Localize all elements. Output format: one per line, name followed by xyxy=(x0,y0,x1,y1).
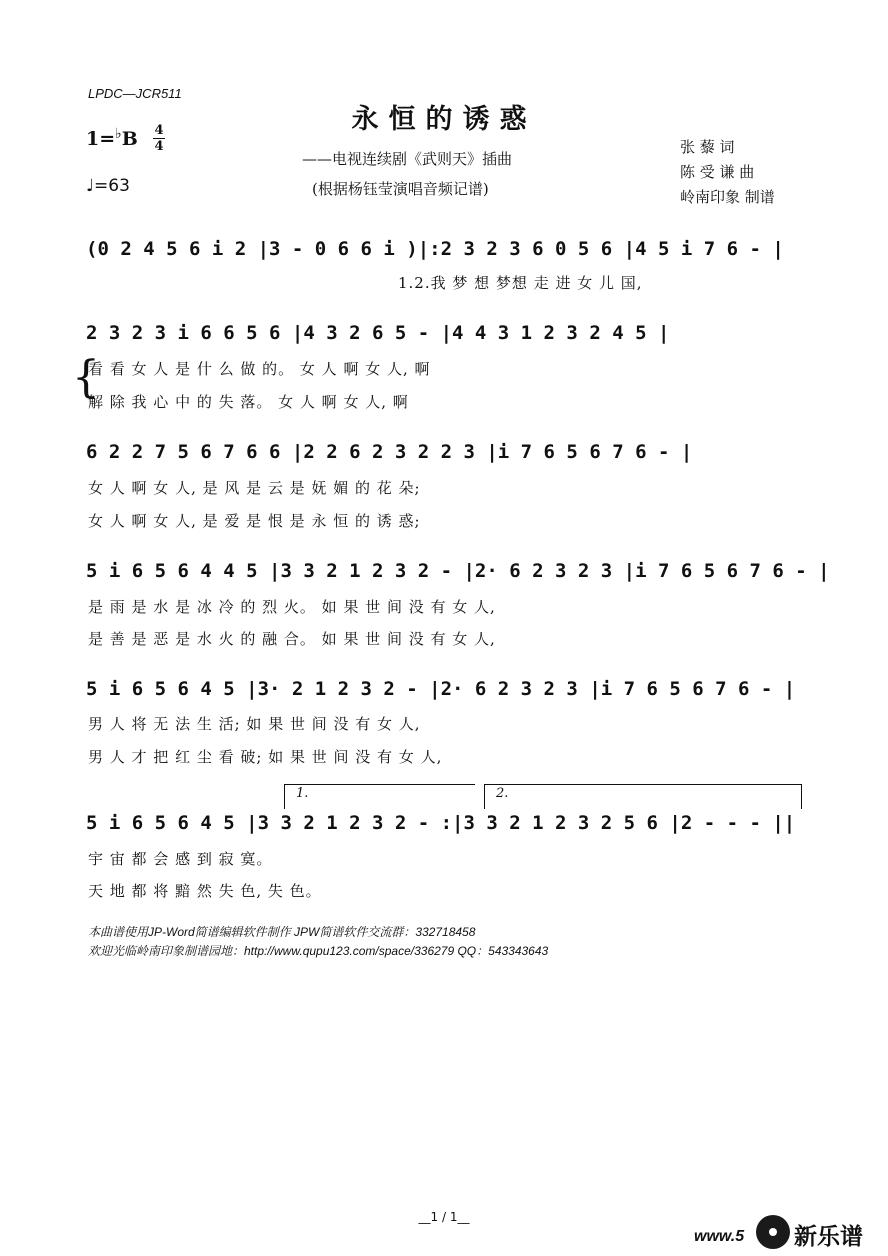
lyrics-row-4-verse-1: 是 雨 是 水 是 冰 冷 的 烈 火。 如 果 世 间 没 有 女 人, xyxy=(88,598,496,616)
notes-row-2: 2 3 2 3 i 6 6 5 6 |4 3 2 6 5 - |4 4 3 1 2 3 2 4 5 | xyxy=(86,322,670,344)
key-note: B xyxy=(121,128,138,150)
volta-label-2: 2. xyxy=(496,786,509,801)
tempo-marking xyxy=(86,176,130,196)
footer-software-note: 本曲谱使用JP-Word简谱编辑软件制作 JPW简谱软件交流群：332718458 xyxy=(88,925,476,939)
notes-row-1: (0 2 4 5 6 i 2 |3 - 0 6 6 i )|:2 3 2 3 6 0 5 6 |4 5 i 7 6 - | xyxy=(86,238,784,260)
volta-bracket-2 xyxy=(484,784,802,809)
vinyl-disc-icon xyxy=(756,1215,790,1249)
lyrics-row-3-verse-1: 女 人 啊 女 人, 是 风 是 云 是 妩 媚 的 花 朵; xyxy=(88,479,421,497)
tempo-value: =63 xyxy=(94,176,130,196)
lyrics-row-6-verse-2: 天 地 都 将 黯 然 失 色, 失 色。 xyxy=(88,882,322,900)
quarter-note-icon: ♩ xyxy=(86,176,95,196)
key-prefix: 1= xyxy=(86,128,116,150)
lyrics-row-1-verse-1: 1.2.我 梦 想 梦想 走 进 女 儿 国, xyxy=(398,274,643,292)
time-top: 4 xyxy=(154,123,164,138)
lyrics-row-2-verse-1: 看 看 女 人 是 什 么 做 的。 女 人 啊 女 人, 啊 xyxy=(88,360,431,378)
arranger-credit: 岭南印象 制谱 xyxy=(680,188,775,206)
subtitle: ——电视连续剧《武则天》插曲 xyxy=(302,150,513,168)
notes-row-3: 6 2 2 7 5 6 7 6 6 |2 2 6 2 3 2 2 3 |i 7 6 5 6 7 6 - | xyxy=(86,441,693,463)
time-bottom: 4 xyxy=(154,139,164,154)
transcription-source: (根据杨钰莹演唱音频记谱) xyxy=(312,180,489,198)
footer-site-note: 欢迎光临岭南印象制谱园地：http://www.qupu123.com/space/336279 QQ：543343643 xyxy=(88,944,549,958)
lyrics-row-2-verse-2: 解 除 我 心 中 的 失 落。 女 人 啊 女 人, 啊 xyxy=(88,393,409,411)
lyrics-row-5-verse-1: 男 人 将 无 法 生 活; 如 果 世 间 没 有 女 人, xyxy=(88,715,421,733)
verse-brace: { xyxy=(72,352,100,403)
score-code: LPDC—JCR511 xyxy=(88,86,182,101)
watermark-brand: 新乐谱 xyxy=(794,1224,863,1250)
page-title: 永恒的诱惑 xyxy=(351,104,537,135)
lyrics-row-4-verse-2: 是 善 是 恶 是 水 火 的 融 合。 如 果 世 间 没 有 女 人, xyxy=(88,630,496,648)
flat-icon: ♭ xyxy=(115,126,122,142)
time-signature xyxy=(153,124,165,153)
lyricist-credit: 张 藜 词 xyxy=(680,138,735,156)
volta-label-1: 1. xyxy=(296,786,309,801)
volta-bracket-1 xyxy=(284,784,475,809)
notes-row-4: 5 i 6 5 6 4 4 5 |3 3 2 1 2 3 2 - |2· 6 2 3 2 3 |i 7 6 5 6 7 6 - | xyxy=(86,560,830,582)
lyrics-row-5-verse-2: 男 人 才 把 红 尘 看 破; 如 果 世 间 没 有 女 人, xyxy=(88,748,443,766)
notes-row-6: 5 i 6 5 6 4 5 |3 3 2 1 2 3 2 - :|3 3 2 1 2 3 2 5 6 |2 - - - || xyxy=(86,812,796,834)
key-signature xyxy=(86,128,138,150)
watermark-url: www.5 xyxy=(694,1228,745,1245)
lyrics-row-6-verse-1: 宇 宙 都 会 感 到 寂 寞。 xyxy=(88,850,273,868)
notes-row-5: 5 i 6 5 6 4 5 |3· 2 1 2 3 2 - |2· 6 2 3 2 3 |i 7 6 5 6 7 6 - | xyxy=(86,678,796,700)
composer-credit: 陈 受 谦 曲 xyxy=(680,163,755,181)
page-number: __1 / 1__ xyxy=(418,1210,470,1224)
lyrics-row-3-verse-2: 女 人 啊 女 人, 是 爱 是 恨 是 永 恒 的 诱 惑; xyxy=(88,512,421,530)
